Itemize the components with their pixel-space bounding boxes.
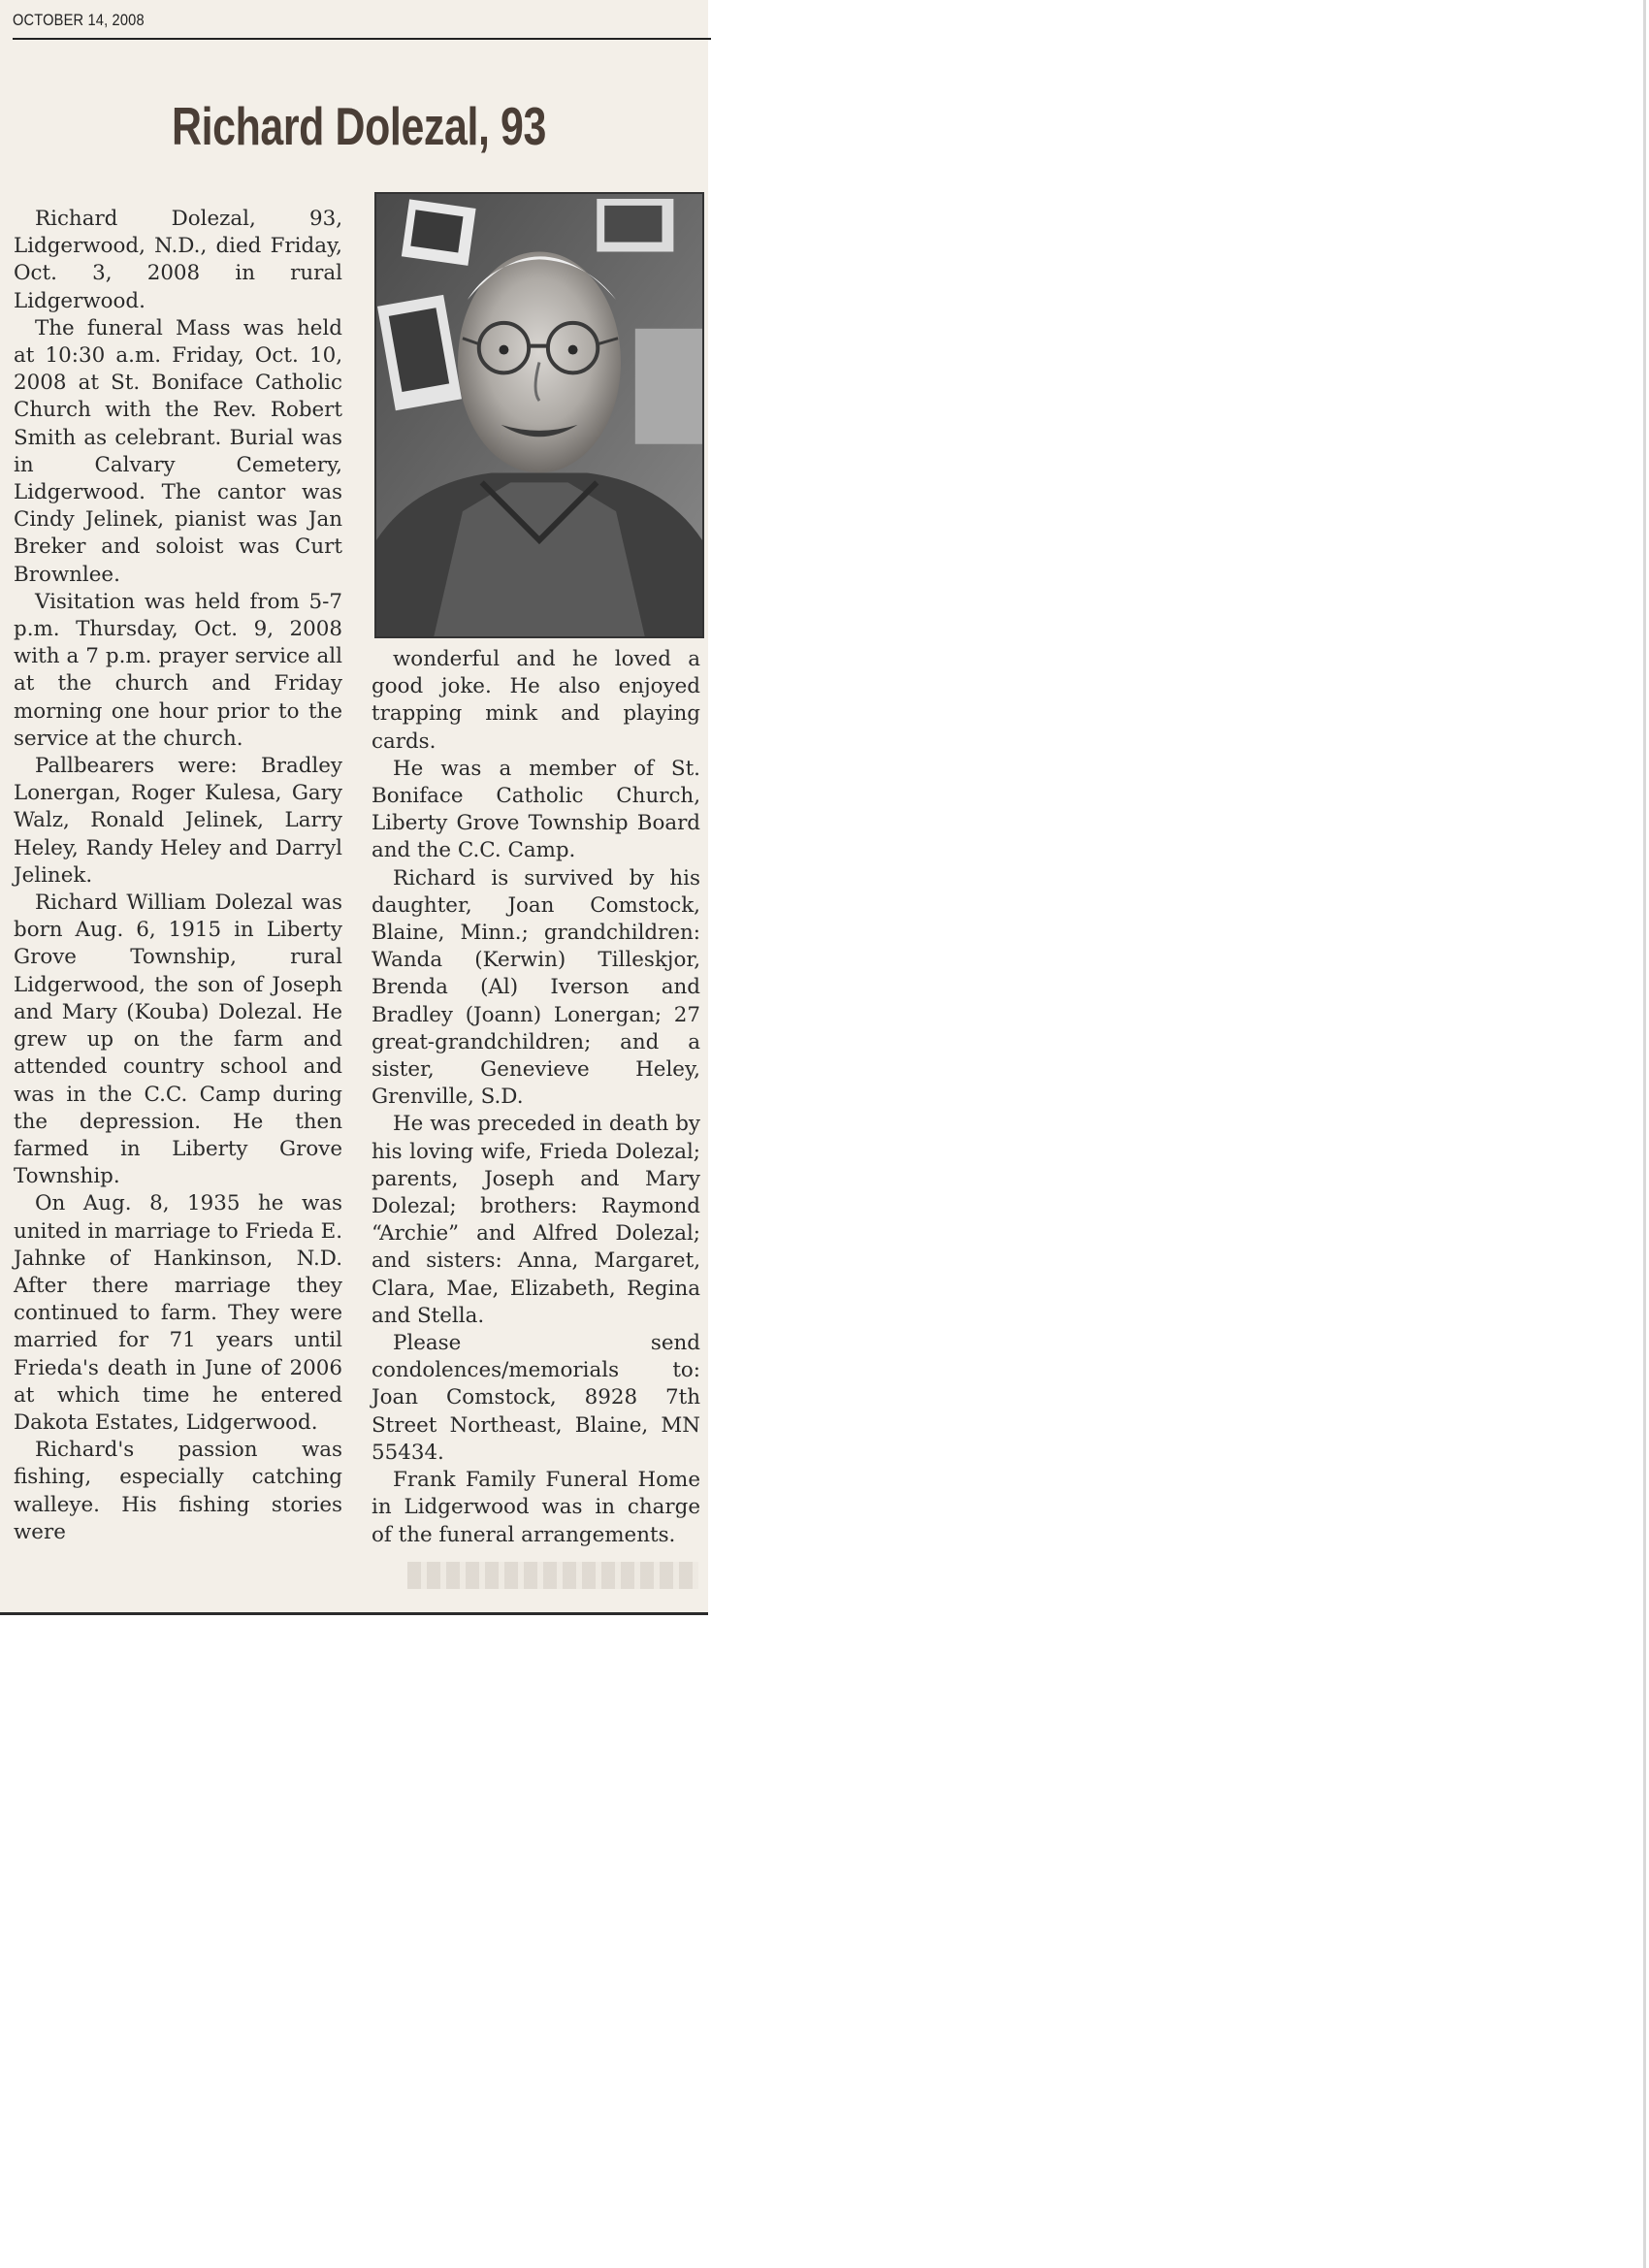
dateline: OCTOBER 14, 2008 <box>13 11 145 29</box>
paragraph: wonderful and he loved a good joke. He also enjoyed trapping mink and playing cards. <box>372 647 700 754</box>
portrait-photo <box>374 192 704 638</box>
paragraph: Richard William Dolezal was born Aug. 6, 1915 in Liberty Grove Township, rural Lidgerwood, the son of Joseph and Mary (Kouba) Dolezal. He grew up on the farm and attended country school and was in the C.C. Camp during the depression. He then farmed in Liberty Grove Township. <box>14 891 342 1189</box>
paragraph: Pallbearers were: Bradley Lonergan, Roger Kulesa, Gary Walz, Ronald Jelinek, Larry Heley, Randy Heley and Darryl Jelinek. <box>14 754 342 888</box>
newspaper-clipping <box>0 0 708 1612</box>
paragraph: Frank Family Funeral Home in Lidgerwood was in charge of the funeral arrangements. <box>372 1468 700 1547</box>
paragraph: The funeral Mass was held at 10:30 a.m. Friday, Oct. 10, 2008 at St. Boniface Catholic Church with the Rev. Robert Smith as celebrant. Burial was in Calvary Cemetery, Lidgerwood. The cantor was Cindy Jelinek, pianist was Jan Breker and soloist was Curt Brownlee. <box>14 315 342 587</box>
paragraph: On Aug. 8, 1935 he was united in marriage to Frieda E. Jahnke of Hankinson, N.D. After there marriage they continued to farm. They were married for 71 years until Frieda's death in June of 2006 at which time he entered Dakota Estates, Lidgerwood. <box>14 1191 342 1435</box>
paragraph: Richard is survived by his daughter, Joan Comstock, Blaine, Minn.; grandchildren: Wanda (Kerwin) Tilleskjor, Brenda (Al) Iverson and Bradley (Joann) Lonergan; 27 great-grandchildren; and a sister, Genevieve Heley, Grenville, S.D. <box>372 865 700 1110</box>
paragraph: Please send condolences/memorials to: Joan Comstock, 8928 7th Street Northeast, Blaine, MN 55434. <box>372 1331 700 1465</box>
paragraph: Richard Dolezal, 93, Lidgerwood, N.D., died Friday, Oct. 3, 2008 in rural Lidgerwood. <box>14 207 342 313</box>
paragraph: Richard's passion was fishing, especially catching walleye. His fishing stories were <box>14 1438 342 1544</box>
paragraph: He was preceded in death by his loving wife, Frieda Dolezal; parents, Joseph and Mary Dolezal; brothers: Raymond “Archie” and Alfred Dolezal; and sisters: Anna, Margaret, Clara, Mae, Elizabeth, Regina and Stella. <box>372 1112 700 1328</box>
scan-right-edge <box>1643 0 1646 2268</box>
left-column <box>14 206 342 1546</box>
obituary-headline: Richard Dolezal, 93 <box>171 96 546 156</box>
header-rule <box>13 38 711 40</box>
right-column <box>372 646 700 1549</box>
print-bleed-smudge <box>407 1562 698 1589</box>
clipping-bottom-edge <box>0 1612 708 1615</box>
portrait-image <box>376 194 702 636</box>
paragraph: He was a member of St. Boniface Catholic Church, Liberty Grove Township Board and the C.C. Camp. <box>372 756 700 863</box>
paragraph: Visitation was held from 5-7 p.m. Thursday, Oct. 9, 2008 with a 7 p.m. prayer service all at the church and Friday morning one hour prior to the service at the church. <box>14 589 342 751</box>
